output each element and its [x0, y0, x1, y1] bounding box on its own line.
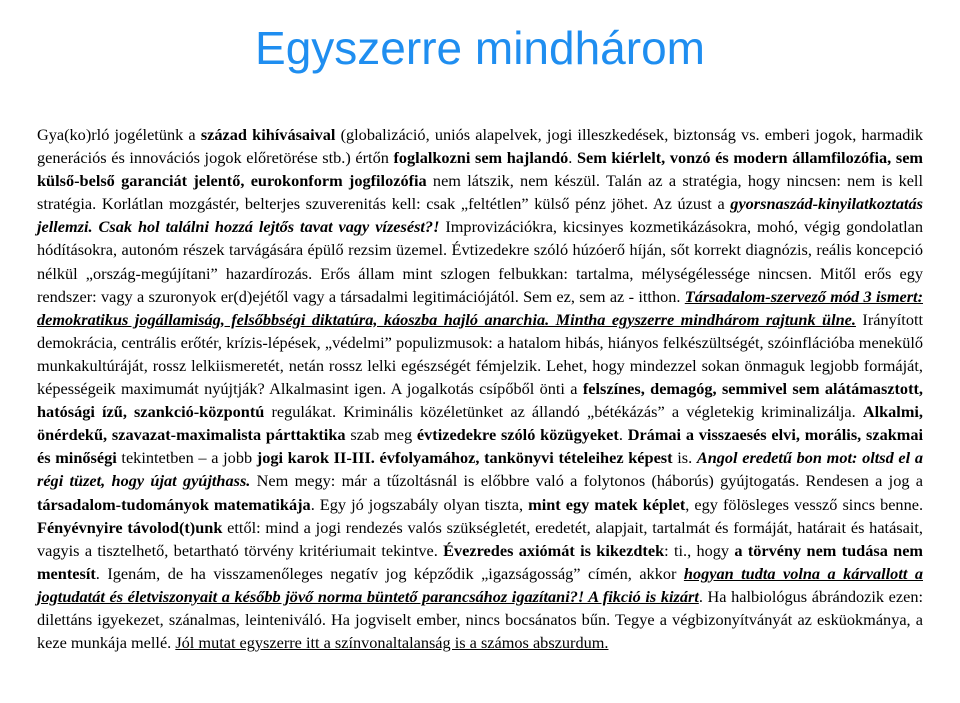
text-segment: Gya(ko)rló jogéletünk a: [37, 125, 201, 144]
text-segment: hogyan tudta volna a kárvallott a jogtudatát és életviszonyait a később jövő norma büntető parancsához igazítani?! A fikció is kizárt: [37, 563, 923, 606]
text-segment: Társadalom-szervező mód 3 ismert: demokratikus jogállamiság, felsőbbségi diktatúra, káoszba hajló anarchia. Mintha egyszerre mindhárom rajtunk ülne.: [37, 286, 923, 329]
text-segment: század kihívásaival: [200, 125, 336, 144]
text-segment: Alkalmi, önérdekű, szavazat-maximalista párttaktika: [37, 402, 923, 445]
text-segment: mint egy matek képlet: [528, 494, 686, 514]
text-segment: (globalizáció, uniós alapelvek, jogi illeszkedések, biztonság vs. emberi jogok, harmadik generációs és innovációs jogok előretörése stb.) értőn: [37, 125, 923, 168]
text-segment: ettől: mind a jogi rendezés valós szükségletét, eredetét, alapjait, tartalmát és formáját, határait és hatásait, vagyis a tisztelhető, betartható törvény kritériumait tekintve.: [37, 517, 923, 560]
text-segment: , egy fölösleges vessző sincs benne.: [685, 494, 924, 514]
text-segment: Angol eredetű bon mot: oltsd el a régi tüzet, hogy újat gyújthass.: [37, 448, 923, 491]
text-segment: Jól mutat egyszerre itt a színvonaltalanság is a számos abszurdum.: [175, 633, 609, 653]
text-segment: társadalom-tudományok matematikája: [37, 494, 311, 514]
text-segment: Sem kiérlelt, vonzó és modern államfilozófia, sem külső-belső garanciát jelentő, eurokonform jogfilozófia: [37, 148, 923, 191]
text-segment: a törvény nem tudása nem mentesít: [37, 540, 923, 583]
text-segment: . Ha halbiológus ábrándozik ezen: dilettáns igyekezet, szánalmas, leinteniváló. Ha jogviselt ember, nincs bocsánatos bűn. Tegye a végbizonyítványát az esküokmánya, a keze munkája mellé.: [37, 586, 923, 653]
text-segment: Évezredes axiómát is kikezdtek: [443, 540, 665, 560]
text-segment: felszínes, demagóg, semmivel sem alátámasztott, hatósági ízű, szankció-központú: [37, 379, 923, 422]
text-segment: Improvizációkra, kicsinyes kozmetikázásokra, mohó, végig gondolatlan hódításokra, autonóm részek tarvágására épülő rezsim üzemel. Évtizedekre szóló húzóerő híján, sőt korrekt diagnózis, reális koncepció nélkül „ország-megújítani” hazardírozás. Erős állam mint szlogen felbukkan: tartalma, mélységélessége nincsen. Mitől erős egy rendszer: vagy a szuronyok er(d)ejétől vagy a társadalmi legitimációjától. Sem ez, sem az - itthon.: [37, 217, 924, 306]
text-segment: tekintetben – a jobb: [116, 448, 257, 468]
text-segment: jogi karok II-III. évfolyamához, tankönyvi tételeihez képest: [256, 448, 673, 468]
text-segment: Irányított demokrácia, centrális erőtér, krízis-lépések, „védelmi” populizmusok: a hatalom hibás, hiányos felkészültségét, szóinflációba menekülő munkakultúráját, rossz lelkiismeretét, netán rossz lelki egészségét fémjelzik. Lehet, hogy mindezzel sokan önmaguk legjobb formáját, képességeik maximumát nyújtják? Alkalmasint igen. A jogalkotás csípőből önti a: [37, 309, 924, 399]
text-segment: Fényévnyire távolod(t)unk: [37, 517, 223, 537]
text-segment: évtizedekre szóló közügyeket: [416, 425, 619, 445]
text-segment: .: [568, 148, 577, 168]
text-segment: .: [618, 425, 628, 445]
text-segment: Drámai a visszaesés elvi, morális, szakmai és minőségi: [37, 425, 924, 468]
body-paragraph: [37, 123, 923, 654]
slide-title: Egyszerre mindhárom: [255, 22, 705, 74]
text-segment: szab meg: [345, 425, 417, 445]
text-segment: regulákat. Kriminális közéletünket az állandó „bétékázás” a végletekig kriminalizálja.: [264, 402, 863, 422]
text-segment: . Igenám, de ha visszamenőleges negatív jog képződik „igazságosság” címén, akkor: [95, 563, 684, 583]
text-segment: Nem megy: már a tűzoltásnál is előbbre való a folytonos (háborús) gyújtogatás. Rendesen a jog a: [250, 471, 923, 491]
text-segment: nem látszik, nem készül. Talán az a stratégia, hogy nincsen: nem is kell stratégia. Korlátlan mozgástér, belterjes szuverenitás kell: csak „feltétlen” külső pénz jöhet. Az úzust a: [37, 171, 923, 214]
text-segment: gyorsnaszád-kinyilatkoztatás jellemzi. Csak hol találni hozzá lejtős tavat vagy vízesést?!: [37, 194, 923, 237]
text-segment: . Egy jó jogszabály olyan tiszta,: [310, 494, 529, 514]
text-segment: : ti., hogy: [664, 540, 735, 560]
text-segment: is.: [672, 448, 697, 468]
text-segment: foglalkozni sem hajlandó: [393, 148, 569, 168]
